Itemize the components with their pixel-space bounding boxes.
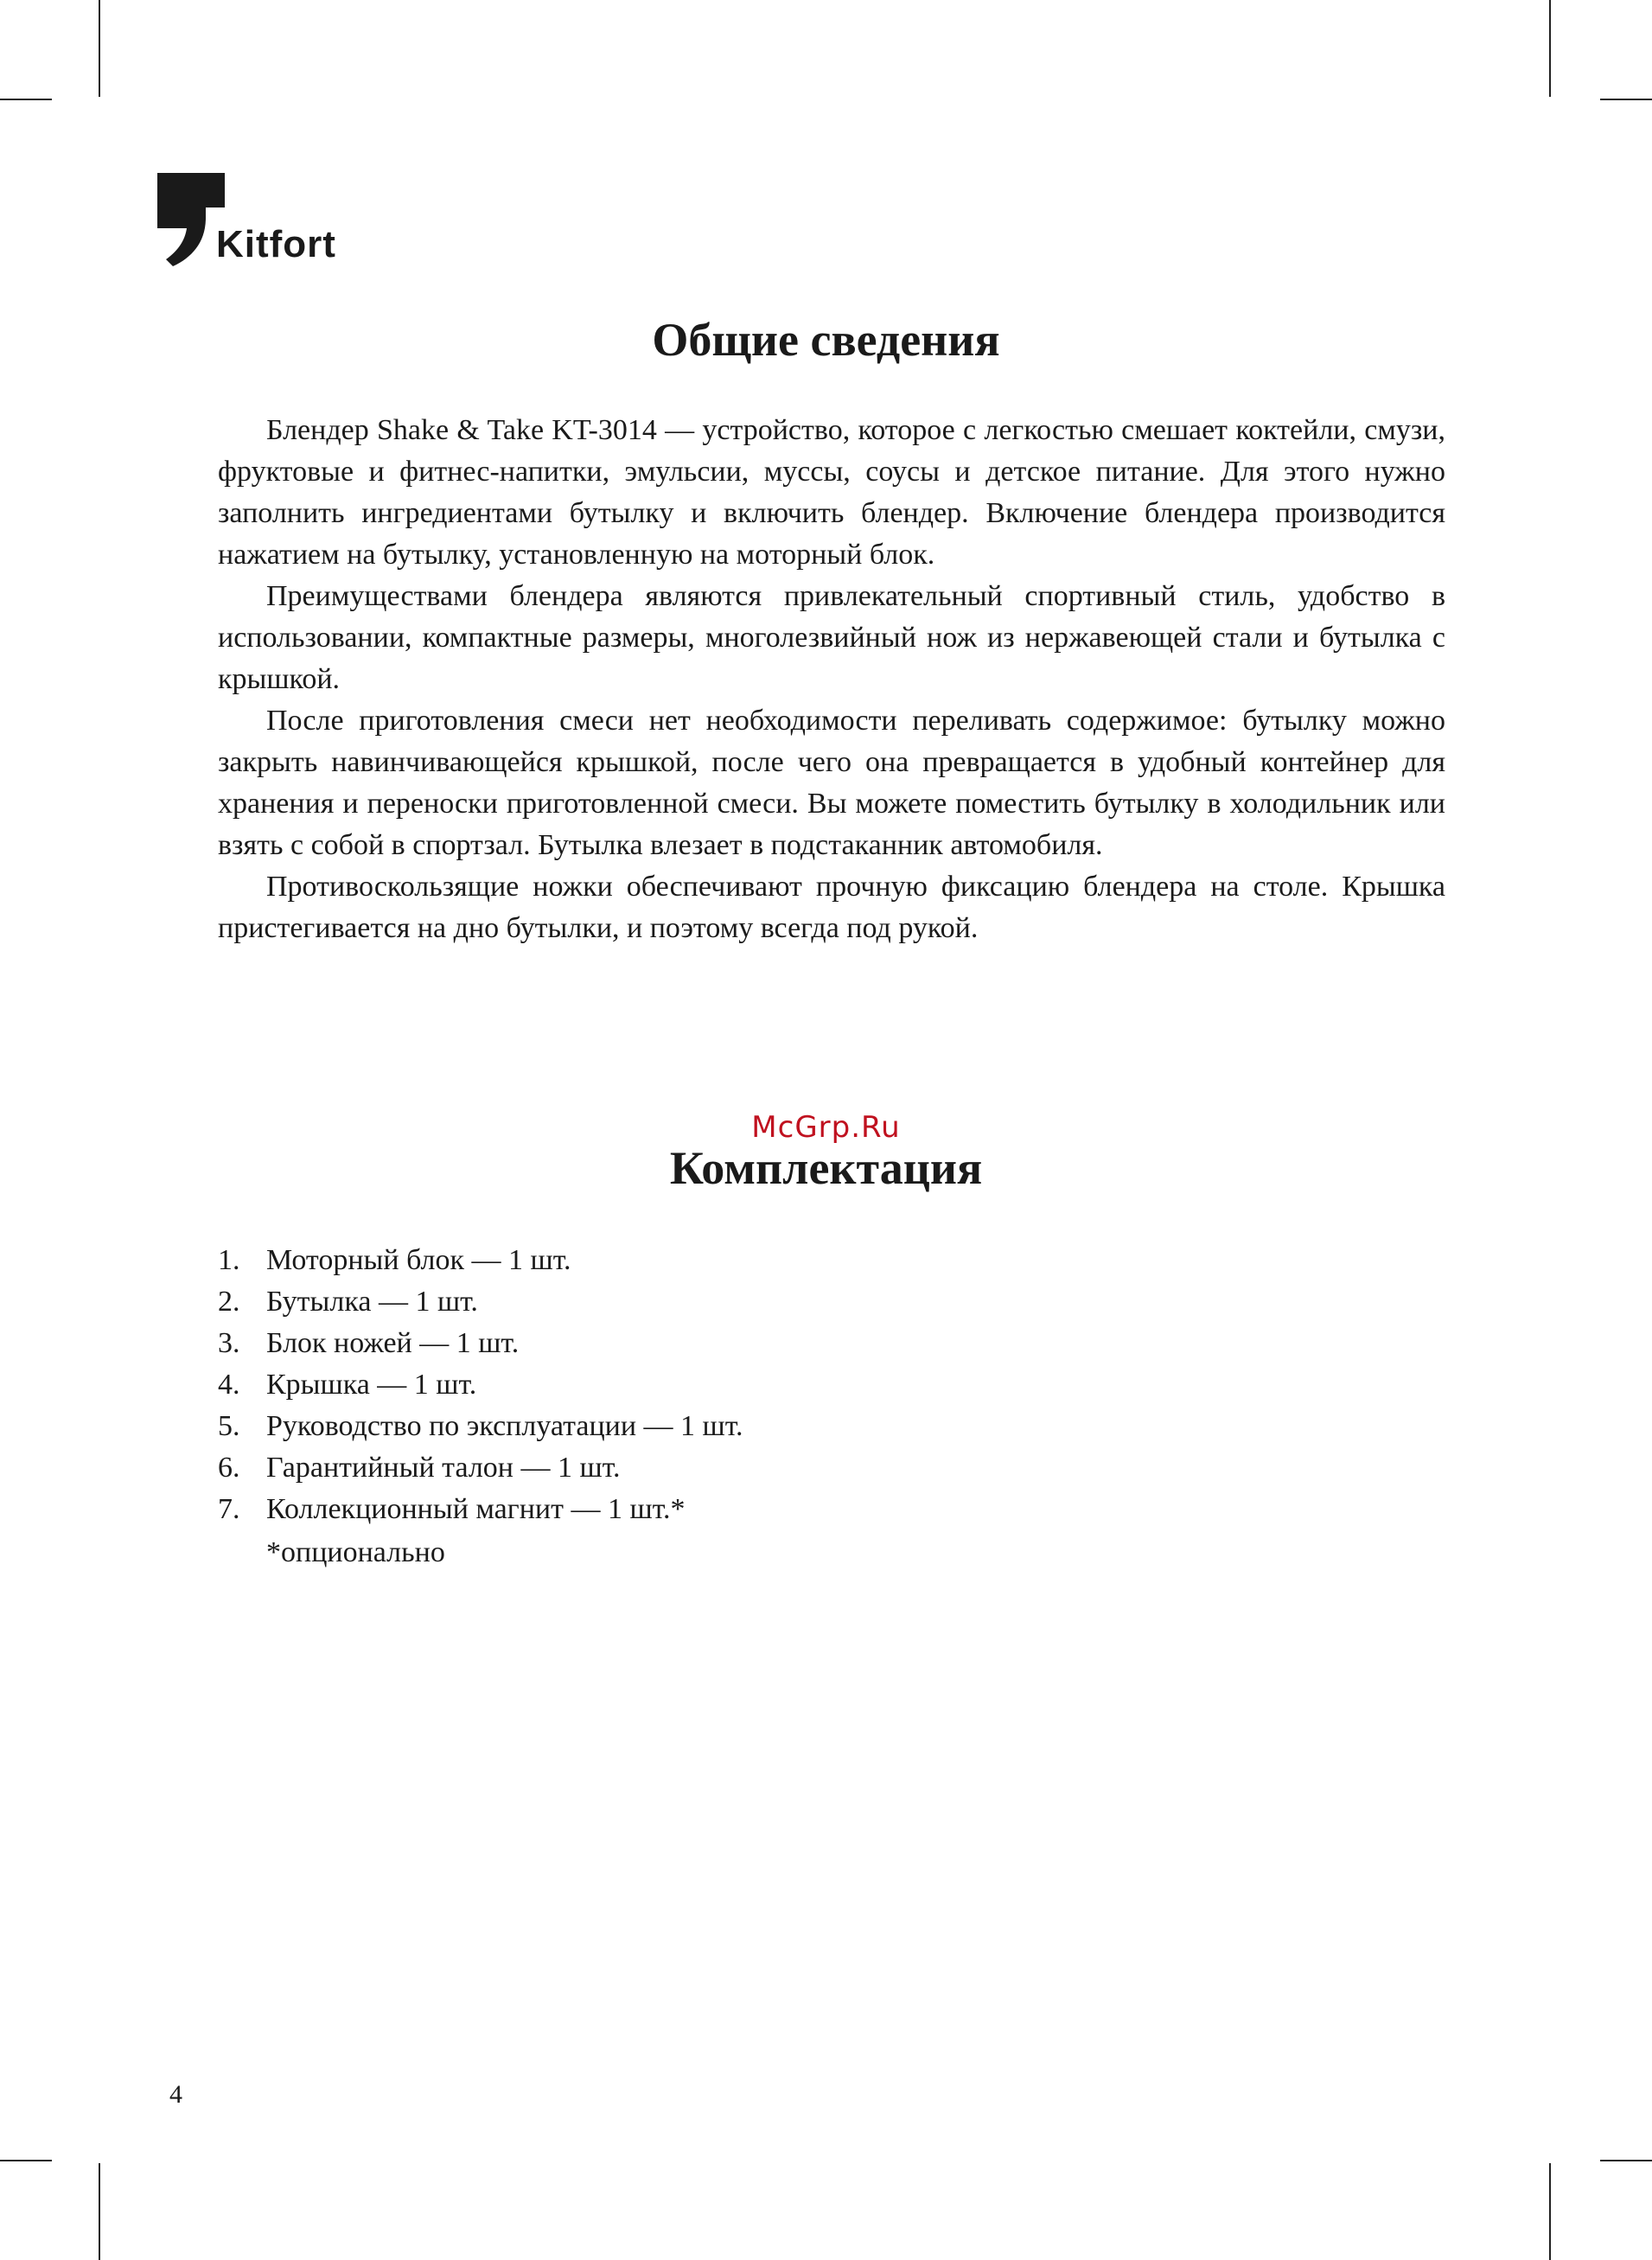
list-item [218,1489,743,1530]
list-item [218,1447,743,1489]
list-text: Коллекционный магнит — 1 шт.* [266,1493,686,1525]
section-title-general: Общие сведения [652,314,1000,366]
list-item [218,1406,743,1447]
page-number: 4 [169,2080,182,2109]
crop-mark [1600,99,1652,100]
list-item [218,1323,743,1364]
crop-mark [0,2160,52,2161]
general-info-text [218,410,1445,949]
list-text: Руководство по эксплуатации — 1 шт. [266,1410,743,1442]
list-number: 1. [218,1244,240,1276]
list-number: 4. [218,1369,240,1401]
list-text: Крышка — 1 шт. [266,1369,477,1401]
paragraph: После приготовления смеси нет необходимости переливать содержимое: бутылку можно закрыть навинчивающейся крышкой, после чего она превращается в удобный контейнер для хранения и переноски приготовленной смеси. Вы можете поместить бутылку в холодильник или взять с собой в спортзал. Бутылка влезает в подстаканник автомобиля. [218,705,1445,861]
crop-mark [1549,2163,1551,2260]
logo-text: Kitfort [216,223,336,265]
crop-mark [99,0,100,97]
list-text: Моторный блок — 1 шт. [266,1244,571,1276]
footnote: *опционально [266,1536,445,1568]
list-item [218,1240,743,1281]
crop-mark [1600,2160,1652,2161]
list-text: Бутылка — 1 шт. [266,1286,478,1318]
list-number: 5. [218,1410,240,1442]
paragraph: Противоскользящие ножки обеспечивают прочную фиксацию блендера на столе. Крышка пристегивается на дно бутылки, и поэтому всегда под рукой. [218,871,1445,944]
list-text: Гарантийный талон — 1 шт. [266,1452,621,1484]
crop-mark [0,99,52,100]
paragraph: Блендер Shake & Take KT-3014 — устройство, которое с легкостью смешает коктейли, смузи, фруктовые и фитнес-напитки, эмульсии, муссы, соусы и детское питание. Для этого нужно заполнить ингредиентами бутылку и включить блендер. Включение блендера производится нажатием на бутылку, установленную на моторный блок. [218,414,1445,571]
paragraph: Преимуществами блендера являются привлекательный спортивный стиль, удобство в использовании, компактные размеры, многолезвийный нож из нержавеющей стали и бутылка с крышкой. [218,580,1445,695]
crop-mark [99,2163,100,2260]
list-text: Блок ножей — 1 шт. [266,1327,520,1359]
kitfort-logo [157,173,348,268]
list-number: 7. [218,1493,240,1525]
watermark-link[interactable]: McGrp.Ru [751,1110,901,1145]
contents-list [218,1240,743,1530]
list-number: 2. [218,1286,240,1318]
list-number: 6. [218,1452,240,1484]
list-number: 3. [218,1327,240,1359]
list-item [218,1364,743,1406]
section-title-contents: Комплектация [669,1142,983,1194]
crop-mark [1549,0,1551,97]
list-item [218,1281,743,1323]
